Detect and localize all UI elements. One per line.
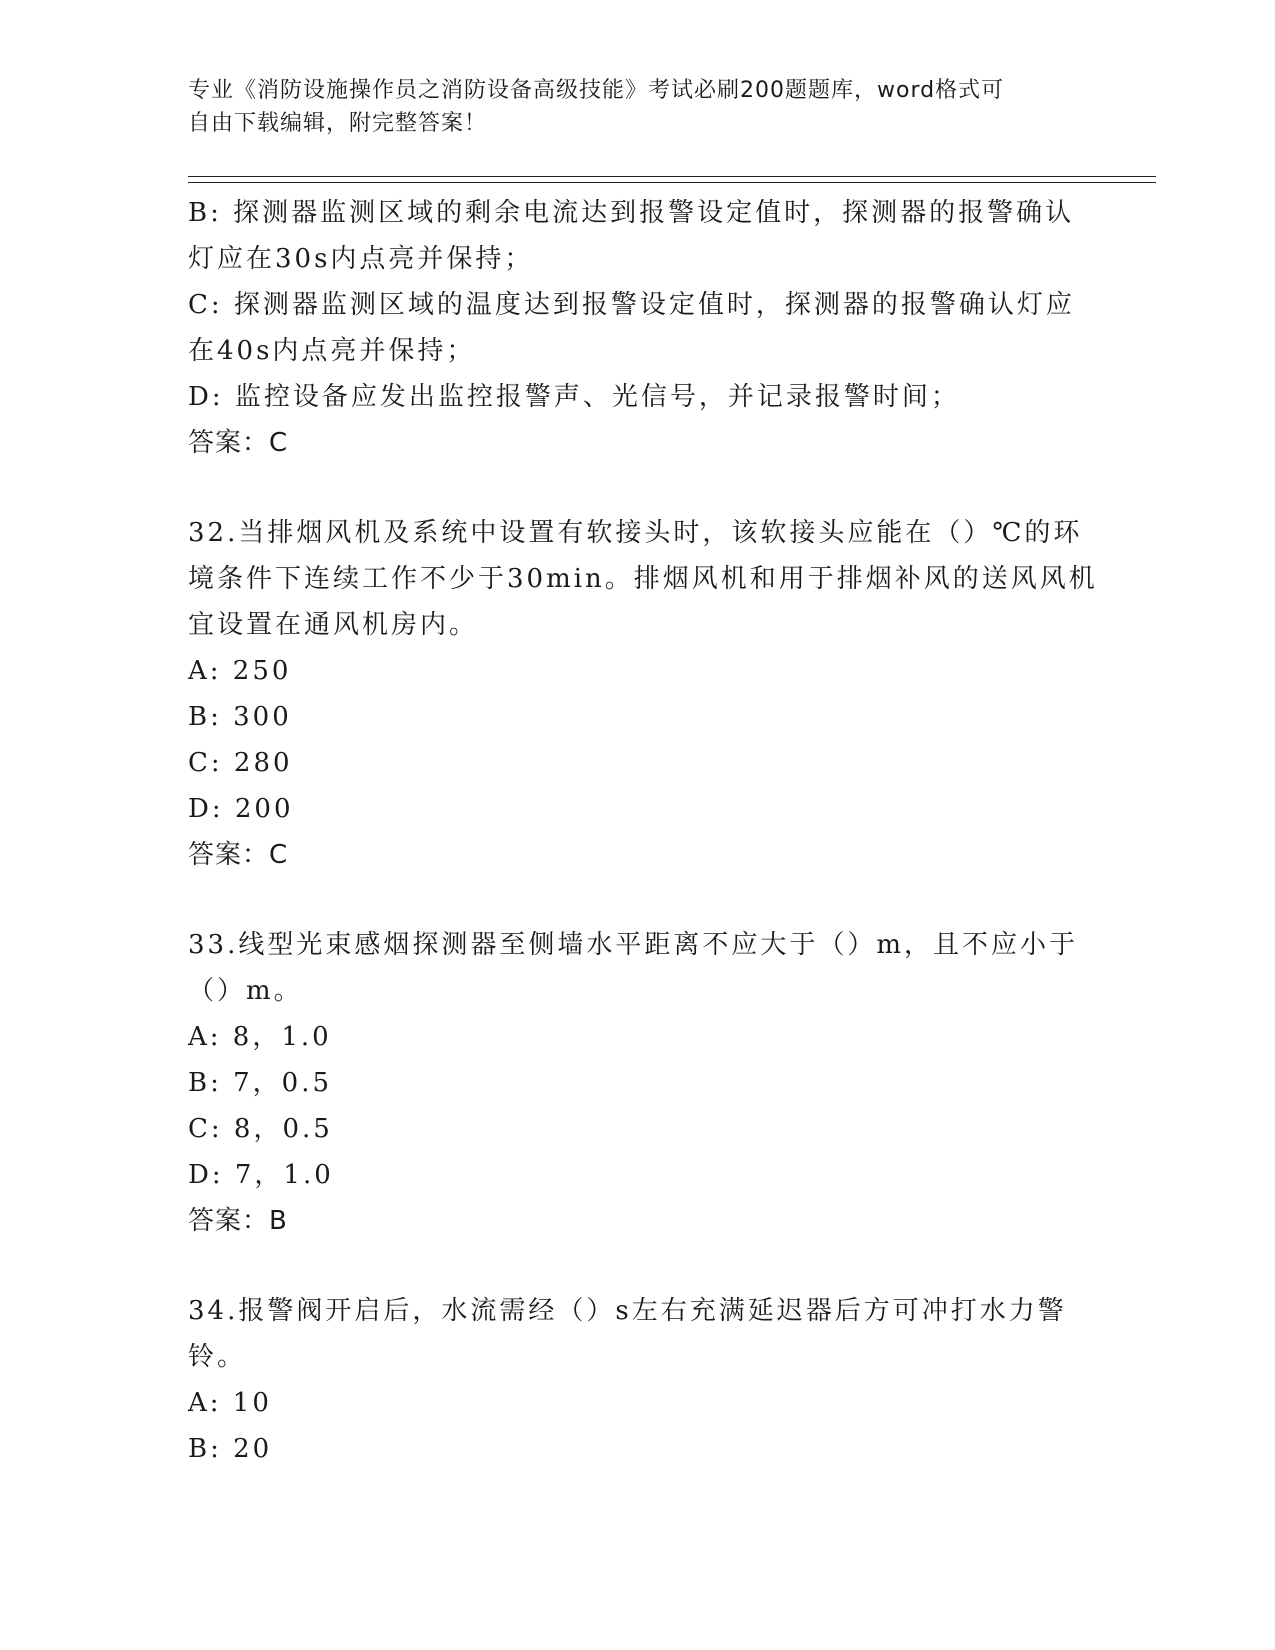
option-b-line-2: 灯应在30s内点亮并保持； bbox=[188, 244, 534, 274]
spacer bbox=[188, 466, 1088, 510]
option-a: A: 10 bbox=[188, 1388, 272, 1418]
question-34 bbox=[188, 1288, 1088, 1472]
question-stem-line-3: 宜设置在通风机房内。 bbox=[188, 610, 479, 640]
question-33 bbox=[188, 922, 1088, 1244]
option-c: C: 280 bbox=[188, 748, 293, 778]
option-d: D: 200 bbox=[188, 794, 294, 824]
document-header bbox=[188, 74, 1088, 140]
option-b: B: 7，0.5 bbox=[188, 1068, 333, 1098]
option-a: A: 8，1.0 bbox=[188, 1022, 332, 1052]
spacer bbox=[188, 878, 1088, 922]
option-b: B: 300 bbox=[188, 702, 292, 732]
header-divider-top bbox=[188, 176, 1156, 177]
question-stem-line-2: （）m。 bbox=[188, 976, 303, 1006]
question-stem-line-1: 33.线型光束感烟探测器至侧墙水平距离不应大于（）m，且不应小于 bbox=[188, 930, 1079, 960]
option-d: D: 7，1.0 bbox=[188, 1160, 334, 1190]
option-c: C: 8，0.5 bbox=[188, 1114, 333, 1144]
question-stem-line-1: 32.当排烟风机及系统中设置有软接头时，该软接头应能在（）℃的环 bbox=[188, 518, 1083, 548]
answer: 答案：C bbox=[188, 840, 289, 870]
option-b: B: 20 bbox=[188, 1434, 273, 1464]
header-line-1: 专业《消防设施操作员之消防设备高级技能》考试必刷200题题库，word格式可 bbox=[188, 78, 1005, 103]
question-stem-line-2: 境条件下连续工作不少于30min。排烟风机和用于排烟补风的送风风机 bbox=[188, 564, 1098, 594]
question-stem-line-2: 铃。 bbox=[188, 1342, 247, 1372]
option-a: A: 250 bbox=[188, 656, 292, 686]
answer: 答案：C bbox=[188, 428, 289, 458]
option-d: D: 监控设备应发出监控报警声、光信号，并记录报警时间； bbox=[188, 382, 960, 412]
spacer bbox=[188, 1244, 1088, 1288]
question-content bbox=[188, 190, 1098, 1472]
option-c-line-1: C: 探测器监测区域的温度达到报警设定值时，探测器的报警确认灯应 bbox=[188, 290, 1075, 320]
option-c-line-2: 在40s内点亮并保持； bbox=[188, 336, 476, 366]
answer: 答案：B bbox=[188, 1206, 288, 1236]
header-divider-bottom bbox=[188, 182, 1156, 183]
option-b-line-1: B: 探测器监测区域的剩余电流达到报警设定值时，探测器的报警确认 bbox=[188, 198, 1075, 228]
question-31 bbox=[188, 190, 1088, 466]
header-line-2: 自由下载编辑，附完整答案！ bbox=[188, 111, 488, 136]
question-32 bbox=[188, 510, 1098, 878]
question-stem-line-1: 34.报警阀开启后，水流需经（）s左右充满延迟器后方可冲打水力警 bbox=[188, 1296, 1067, 1326]
